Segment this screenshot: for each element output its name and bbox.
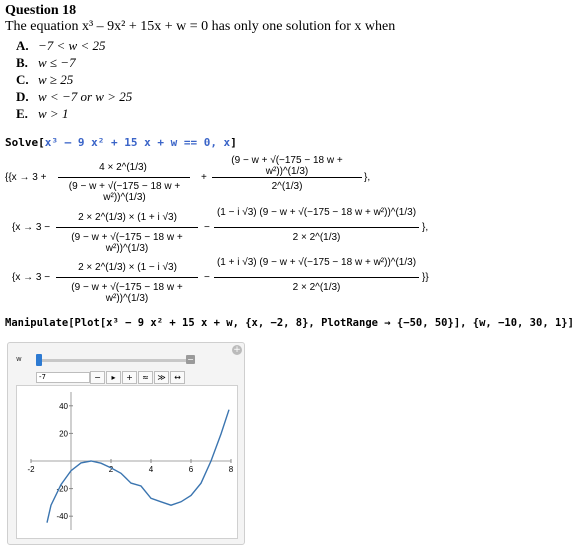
- play-button[interactable]: ▸: [106, 371, 121, 384]
- y-tick-label: -40: [56, 512, 68, 522]
- series-line: [47, 410, 229, 523]
- y-tick-label: -20: [56, 484, 68, 494]
- y-tick-label: 20: [59, 429, 68, 439]
- solution-2-minus: −: [204, 222, 210, 233]
- option-a: [16, 38, 106, 54]
- fraction-bar: [212, 177, 362, 178]
- option-b: [16, 55, 76, 71]
- solution-1-den2: 2^(1/3): [271, 181, 303, 192]
- x-tick-label: 8: [228, 465, 234, 474]
- solution-1-num: 4 × 2^(1/3): [99, 162, 147, 173]
- solution-1-tail: },: [364, 172, 371, 183]
- option-c: [16, 72, 73, 88]
- solution-3-head: {x → 3 −: [12, 272, 51, 283]
- solution-2-num: 2 × 2^(1/3) × (1 + i √3): [78, 212, 177, 223]
- y-tick-label: 40: [59, 401, 68, 411]
- direction-button[interactable]: ↔: [170, 371, 185, 384]
- solution-2-num2: (1 − i √3) (9 − w + √(−175 − 18 w + w²))^(1/3): [216, 207, 417, 218]
- solution-1-plus: +: [201, 172, 207, 183]
- solution-3-num2: (1 + i √3) (9 − w + √(−175 − 18 w + w²))^(1/3): [216, 257, 417, 268]
- option-d: [16, 89, 132, 105]
- solution-1-head: {{x → 3 +: [5, 172, 47, 183]
- option-letter: B.: [16, 55, 28, 70]
- solve-func: Solve: [5, 136, 39, 149]
- option-text: w ≥ 25: [38, 72, 74, 87]
- solution-3-tail: }}: [422, 272, 429, 283]
- faster-button[interactable]: ≈: [138, 371, 153, 384]
- solution-2-den2: 2 × 2^(1/3): [292, 232, 341, 243]
- w-value-field[interactable]: -7: [36, 372, 90, 383]
- question-statement: The equation x³ – 9x² + 15x + w = 0 has only one solution for x when: [5, 19, 396, 34]
- x-tick-label: -2: [27, 465, 35, 474]
- fraction-bar: [56, 227, 198, 228]
- option-e: [16, 106, 68, 122]
- x-tick-label: 6: [188, 465, 194, 474]
- x-tick-label: 4: [148, 465, 154, 474]
- step-back-button[interactable]: −: [90, 371, 105, 384]
- slider-label: w: [16, 355, 22, 363]
- solution-1-den: (9 − w + √(−175 − 18 w + w²))^(1/3): [68, 181, 181, 203]
- option-letter: C.: [16, 72, 29, 87]
- plot-area: [16, 385, 238, 539]
- w-slider[interactable]: [38, 359, 194, 362]
- animation-controls: [90, 371, 186, 382]
- function-plot: [17, 386, 237, 538]
- solution-3-den2: 2 × 2^(1/3): [292, 282, 341, 293]
- slower-button[interactable]: ≫: [154, 371, 169, 384]
- manipulate-panel: [7, 342, 245, 545]
- option-text: w < −7 or w > 25: [38, 89, 133, 104]
- solution-1-num2: (9 − w + √(−175 − 18 w + w²))^(1/3): [231, 155, 343, 177]
- question-title: Question 18: [5, 3, 77, 18]
- plus-circle-icon[interactable]: +: [233, 345, 241, 355]
- option-letter: A.: [16, 38, 29, 53]
- option-text: w ≤ −7: [38, 55, 76, 70]
- option-text: −7 < w < 25: [38, 38, 106, 53]
- solution-3-num: 2 × 2^(1/3) × (1 − i √3): [78, 262, 177, 273]
- solution-2-den: (9 − w + √(−175 − 18 w + w²))^(1/3): [71, 232, 183, 254]
- fraction-bar: [214, 277, 419, 278]
- fraction-bar: [214, 227, 419, 228]
- solve-input-cell[interactable]: Solve[x³ – 9 x² + 15 x + w == 0, x]: [5, 136, 237, 149]
- option-text: w > 1: [38, 106, 69, 121]
- option-letter: E.: [16, 106, 28, 121]
- x-tick-label: 2: [108, 465, 114, 474]
- option-letter: D.: [16, 89, 29, 104]
- fraction-bar: [56, 277, 198, 278]
- step-forward-button[interactable]: +: [122, 371, 137, 384]
- fraction-bar: [58, 177, 190, 178]
- slider-thumb[interactable]: [36, 354, 42, 366]
- solution-3-minus: −: [204, 272, 210, 283]
- solve-expr: x³ – 9 x² + 15 x + w == 0, x: [44, 136, 231, 149]
- minus-icon[interactable]: −: [187, 355, 194, 364]
- solution-2-tail: },: [422, 222, 429, 233]
- solution-2-head: {x → 3 −: [12, 222, 51, 233]
- manipulate-input-cell[interactable]: Manipulate[Plot[x³ − 9 x² + 15 x + w, {x, −2, 8}, PlotRange → {−50, 50}], {w, −10, 30, 1}]: [5, 317, 574, 329]
- solution-3-den: (9 − w + √(−175 − 18 w + w²))^(1/3): [71, 282, 183, 304]
